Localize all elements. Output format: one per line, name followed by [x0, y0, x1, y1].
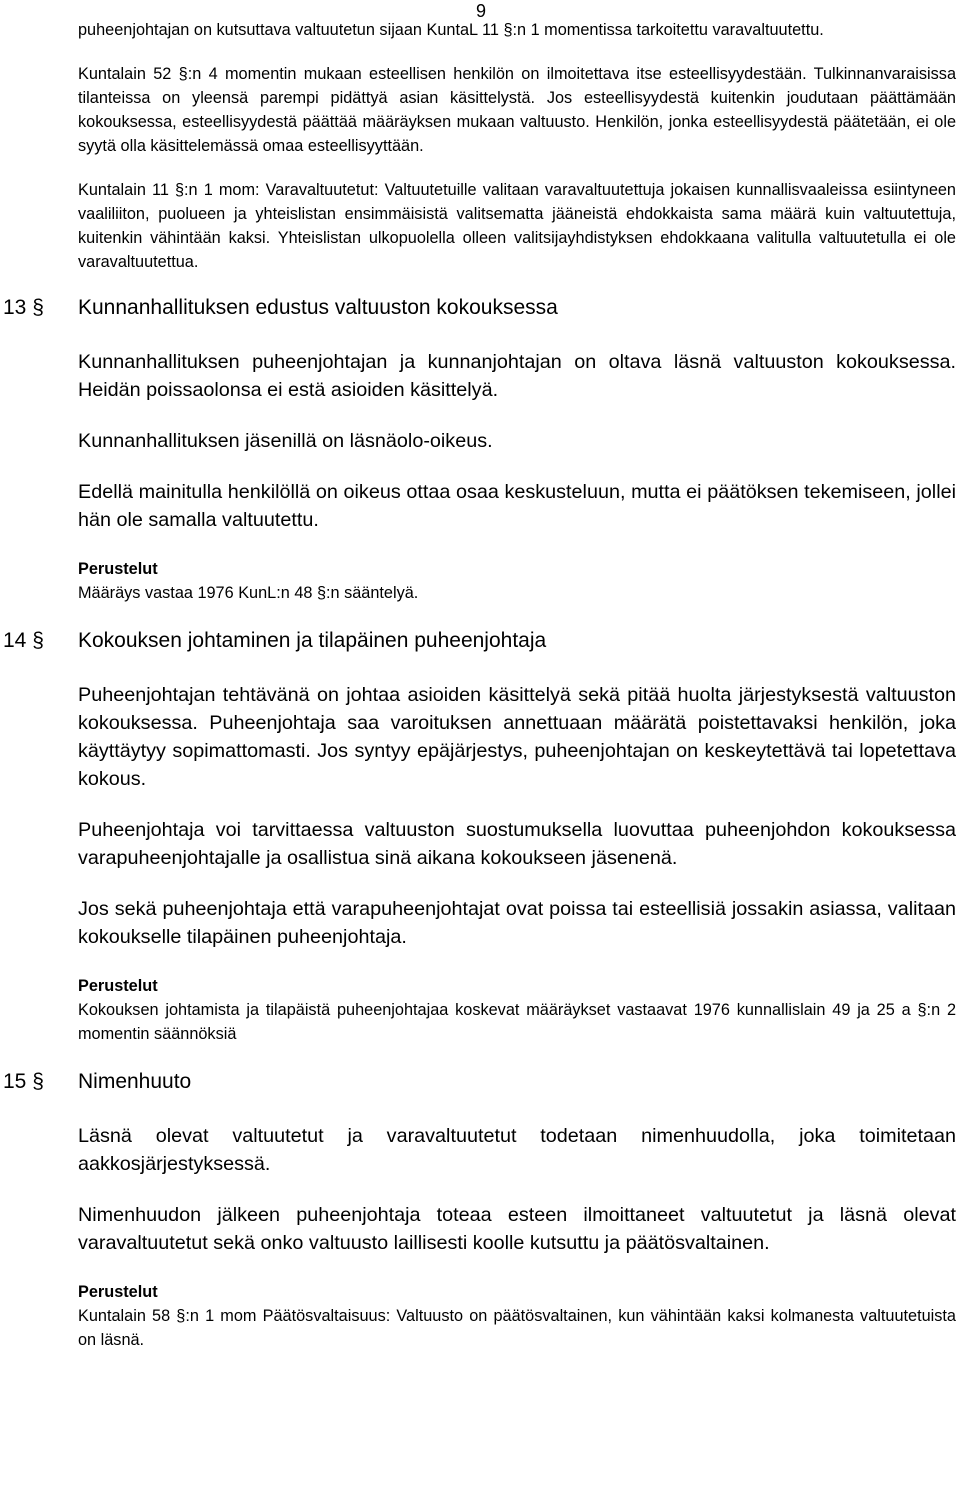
section-title: Kokouksen johtaminen ja tilapäinen puheenjohtaja: [78, 629, 547, 652]
section-15: [0, 1068, 960, 1352]
section-14: [0, 627, 960, 1046]
rationale-label: Perustelut: [78, 977, 158, 995]
rationale-label: Perustelut: [78, 560, 158, 578]
document-body: [0, 18, 960, 1352]
paragraph: Kuntalain 11 §:n 1 mom: Varavaltuutetut: Valtuutetuille valitaan varavaltuutettuja jokaisen kunnallisvaaleissa esiintyneen vaaliliiton, puolueen ja yhteislistan ensimmäisistä valitsematta jääneistä ehdokkaista sama määrä kuin valtuutettuja, kuitenkin vähintään kaksi. Yhteislistan ulkopuolella olleen valitsijayhdistyksen ehdokkaana valitulla valtuutetulla ei ole varavaltuutettua.: [78, 181, 956, 271]
section-number: 13 §: [3, 296, 44, 319]
section-heading: [0, 627, 960, 655]
paragraph: Kunnanhallituksen puheenjohtajan ja kunnanjohtajan on oltava läsnä valtuuston kokouksessa. Heidän poissaolonsa ei estä asioiden käsittelyä.: [78, 351, 956, 401]
paragraph: Kuntalain 52 §:n 4 momentin mukaan esteellisen henkilön on ilmoitettava itse esteellisyydestään. Tulkinnanvaraisissa tilanteissa on yleensä parempi pidättyä asian käsittelystä. Jos esteellisyydestä kuitenkin joudutaan päättämään kokouksessa, esteellisyydestä päättää määräyksen mukaan valtuusto. Henkilön, jonka esteellisyydestä päätetään, ei ole syytä olla käsittelemässä omaa esteellisyyttään.: [78, 65, 956, 155]
section-number: 14 §: [3, 629, 44, 652]
paragraph: Läsnä olevat valtuutetut ja varavaltuutetut todetaan nimenhuudolla, joka toimitetaan aakkosjärjestyksessä.: [78, 1125, 956, 1175]
section-title: Nimenhuuto: [78, 1070, 192, 1093]
paragraph: Edellä mainitulla henkilöllä on oikeus ottaa osaa keskusteluun, mutta ei päätöksen tekemiseen, jollei hän ole samalla valtuutettu.: [78, 481, 956, 531]
paragraph: Jos sekä puheenjohtaja että varapuheenjohtajat ovat poissa tai esteellisiä jossakin asiassa, valitaan kokoukselle tilapäinen puheenjohtaja.: [78, 898, 956, 948]
rationale-text: Kuntalain 58 §:n 1 mom Päätösvaltaisuus: Valtuusto on päätösvaltainen, kun vähintään kaksi kolmanesta valtuutetuista on läsnä.: [78, 1307, 956, 1349]
section-heading: [0, 1068, 960, 1096]
section-heading: [0, 294, 960, 322]
rationale-label: Perustelut: [78, 1283, 158, 1301]
paragraph: Nimenhuudon jälkeen puheenjohtaja toteaa esteen ilmoittaneet valtuutetut ja läsnä olevat varavaltuutetut sekä onko valtuusto laillisesti koolle kutsuttu ja päätösvaltainen.: [78, 1204, 956, 1254]
section-13: [0, 294, 960, 605]
paragraph: Puheenjohtajan tehtävänä on johtaa asioiden käsittelyä sekä pitää huolta järjestyksestä valtuuston kokouksessa. Puheenjohtaja saa varoituksen annettuaan määrätä poistettavaksi henkilön, joka käyttäytyy sopimattomasti. Jos syntyy epäjärjestys, puheenjohtajan on keskeytettävä tai lopetettava kokous.: [78, 684, 956, 790]
page-number: 9: [475, 1, 486, 21]
section-title: Kunnanhallituksen edustus valtuuston kokouksessa: [78, 296, 558, 319]
section-number: 15 §: [3, 1070, 44, 1093]
rationale-text: Määräys vastaa 1976 KunL:n 48 §:n sääntelyä.: [78, 584, 419, 602]
paragraph: puheenjohtajan on kutsuttava valtuutetun sijaan KuntaL 11 §:n 1 momentissa tarkoitettu varavaltuutettu.: [78, 21, 824, 39]
paragraph: Puheenjohtaja voi tarvittaessa valtuuston suostumuksella luovuttaa puheenjohdon kokouksessa varapuheenjohtajalle ja osallistua sinä aikana kokoukseen jäsenenä.: [78, 819, 956, 869]
rationale-text: Kokouksen johtamista ja tilapäistä puheenjohtajaa koskevat määräykset vastaavat 1976 kunnallislain 49 ja 25 a §:n 2 momentin säännöksiä: [78, 1001, 956, 1043]
intro-block: [78, 18, 956, 274]
paragraph: Kunnanhallituksen jäsenillä on läsnäolo-oikeus.: [78, 430, 493, 452]
